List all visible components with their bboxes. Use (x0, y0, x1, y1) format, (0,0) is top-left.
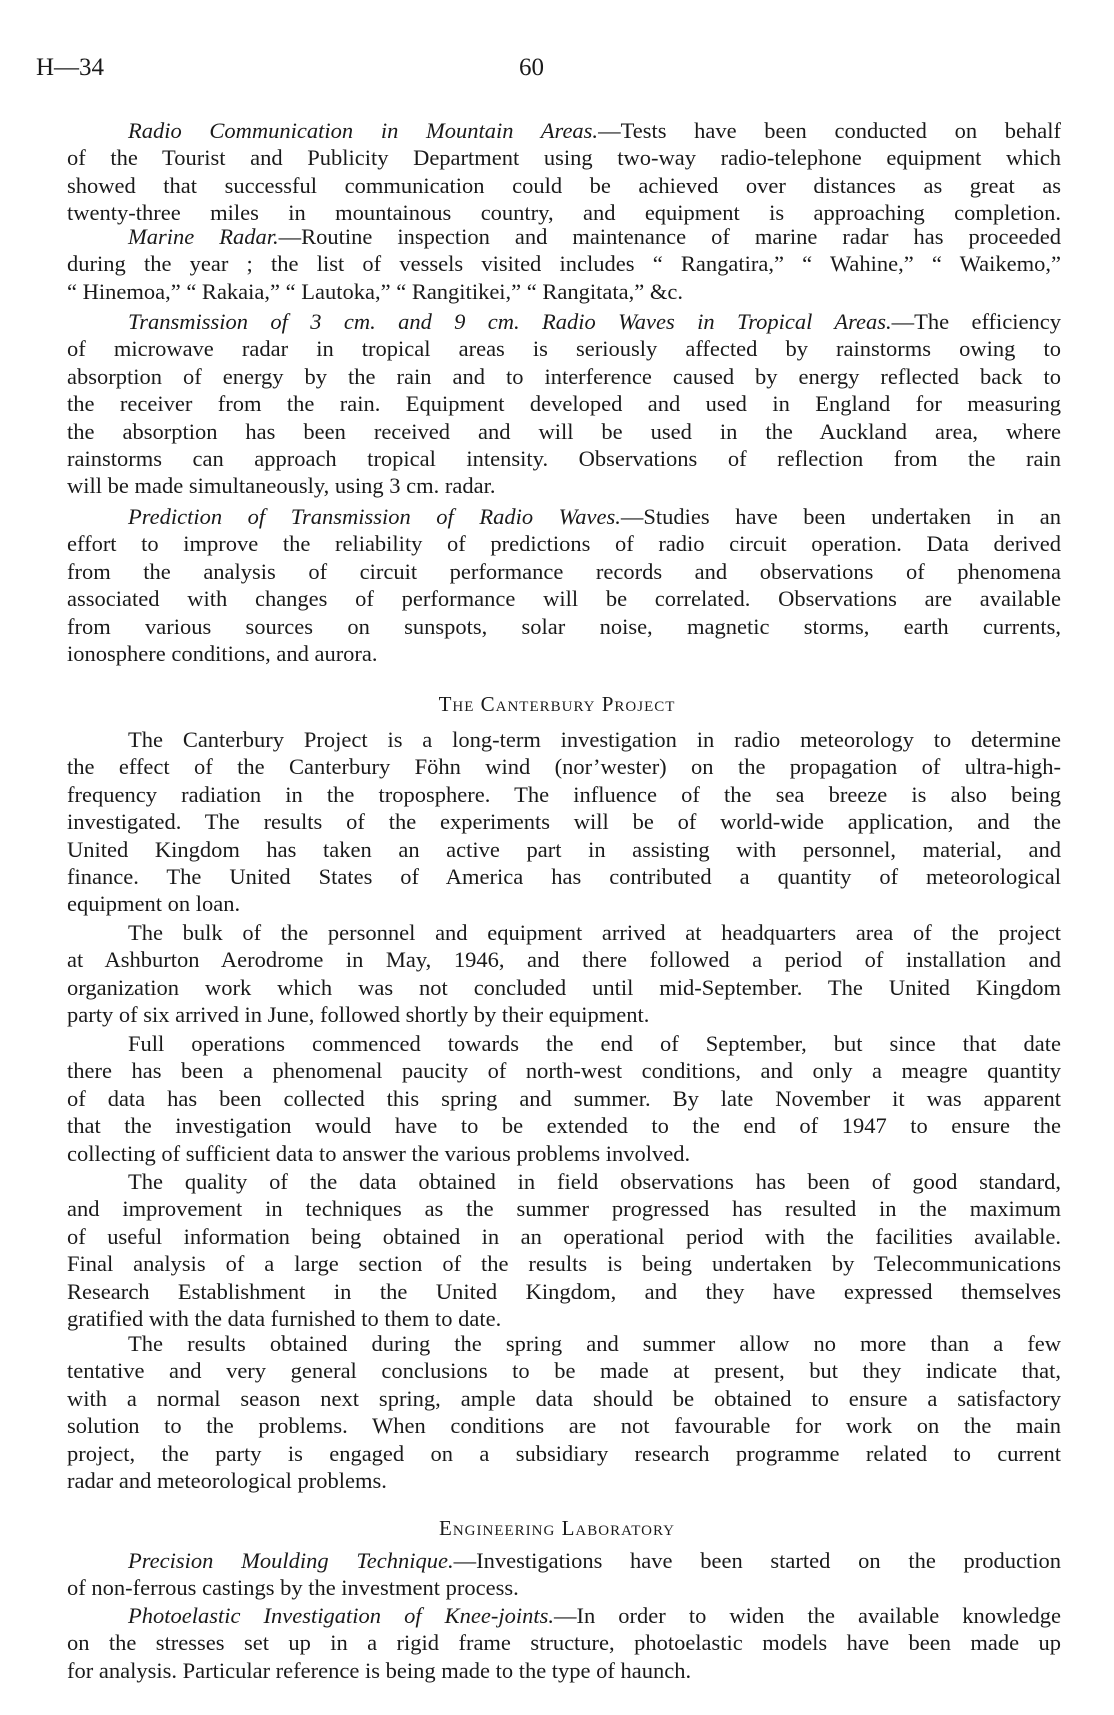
line-text: Full operations commenced towards the end of September, but since that date (128, 1031, 1061, 1056)
line-text: collecting of sufficient data to answer the various problems involved. (67, 1140, 691, 1166)
text-line (67, 1467, 1061, 1494)
paragraph-lead-title: Radio Communication in Mountain Areas. (128, 118, 599, 143)
paragraph (67, 1602, 1061, 1684)
line-text: that the investigation would have to be extended to the end of 1947 to ensure the (67, 1113, 1061, 1139)
line-text: —Tests have been conducted on behalf (598, 118, 1061, 143)
line-text: ionosphere conditions, and aurora. (67, 640, 378, 666)
text-line (67, 530, 1061, 557)
text-line (67, 613, 1061, 640)
text-line (67, 223, 1061, 250)
text-line (67, 250, 1061, 277)
paragraph (67, 1330, 1061, 1494)
paragraph (67, 117, 1061, 227)
text-line (67, 1030, 1061, 1057)
line-text: The quality of the data obtained in field observations has been of good standard, (128, 1169, 1061, 1194)
text-line (67, 558, 1061, 585)
line-text: and improvement in techniques as the summer progressed has resulted in the maximum (67, 1196, 1061, 1222)
line-text: from the analysis of circuit performance records and observations of phenomena (67, 558, 1061, 584)
line-text: of the Tourist and Publicity Department using two-way radio-telephone equipment which (67, 145, 1061, 171)
paragraph-lead-title: Photoelastic Investigation of Knee-joints. (128, 1603, 554, 1628)
text-line (67, 1112, 1061, 1139)
line-text: —In order to widen the available knowledge (554, 1603, 1061, 1628)
text-line (67, 418, 1061, 445)
line-text: tentative and very general conclusions to be made at present, but they indicate that, (67, 1358, 1061, 1384)
line-text: of useful information being obtained in an operational period with the facilities available. (67, 1223, 1061, 1249)
text-line (67, 363, 1061, 390)
section-heading-canterbury-project: The Canterbury Project (438, 692, 676, 716)
text-line (67, 919, 1061, 946)
line-text: frequency radiation in the troposphere. The influence of the sea breeze is also being (67, 781, 1061, 807)
line-text: the effect of the Canterbury Föhn wind (nor’wester) on the propagation of ultra-high- (67, 754, 1061, 780)
line-text: Final analysis of a large section of the results is being undertaken by Telecommunications (67, 1251, 1061, 1277)
text-line (67, 1385, 1061, 1412)
text-line (67, 1168, 1061, 1195)
line-text: effort to improve the reliability of predictions of radio circuit operation. Data derived (67, 531, 1061, 557)
line-text: twenty-three miles in mountainous country, and equipment is approaching completion. (67, 200, 1061, 226)
line-text: Research Establishment in the United Kingdom, and they have expressed themselves (67, 1278, 1061, 1304)
line-text: for analysis. Particular reference is being made to the type of haunch. (67, 1657, 692, 1683)
line-text: —Investigations have been started on the production (453, 1548, 1061, 1573)
line-text: the receiver from the rain. Equipment developed and used in England for measuring (67, 391, 1061, 417)
line-text: solution to the problems. When conditions are not favourable for work on the main (67, 1413, 1061, 1439)
text-line (67, 1629, 1061, 1656)
line-text: at Ashburton Aerodrome in May, 1946, and there followed a period of installation and (67, 947, 1061, 973)
text-line (67, 1057, 1061, 1084)
line-text: project, the party is engaged on a subsidiary research programme related to current (67, 1440, 1061, 1466)
paragraph (67, 1030, 1061, 1167)
text-line (67, 974, 1061, 1001)
line-text: “ Hinemoa,” “ Rakaia,” “ Lautoka,” “ Rangitikei,” “ Rangitata,” &c. (67, 278, 683, 304)
text-line (67, 1547, 1061, 1574)
text-line (67, 1085, 1061, 1112)
text-line (67, 863, 1061, 890)
text-line (67, 445, 1061, 472)
line-text: radar and meteorological problems. (67, 1467, 387, 1493)
text-line (67, 1357, 1061, 1384)
line-text: party of six arrived in June, followed shortly by their equipment. (67, 1002, 650, 1028)
text-line (67, 1602, 1061, 1629)
line-text: with a normal season next spring, ample data should be obtained to ensure a satisfactory (67, 1385, 1061, 1411)
text-line (67, 1440, 1061, 1467)
text-line (67, 278, 1061, 305)
paragraph (67, 1547, 1061, 1602)
line-text: —Routine inspection and maintenance of marine radar has proceeded (278, 224, 1061, 249)
text-line (67, 1223, 1061, 1250)
text-line (67, 808, 1061, 835)
text-line (67, 172, 1061, 199)
text-line (67, 726, 1061, 753)
text-line (67, 335, 1061, 362)
section-heading-engineering-laboratory: Engineering Laboratory (439, 1516, 675, 1540)
line-text: gratified with the data furnished to them to date. (67, 1305, 502, 1331)
text-line (67, 1195, 1061, 1222)
text-line (67, 1250, 1061, 1277)
line-text: on the stresses set up in a rigid frame structure, photoelastic models have been made up (67, 1630, 1061, 1656)
paragraph-lead-title: Marine Radar. (128, 224, 279, 249)
text-line (67, 1412, 1061, 1439)
line-text: associated with changes of performance will be correlated. Observations are available (67, 586, 1061, 612)
line-text: investigated. The results of the experiments will be of world-wide application, and the (67, 809, 1061, 835)
text-line (67, 503, 1061, 530)
page-number: 60 (519, 54, 544, 81)
line-text: there has been a phenomenal paucity of north-west conditions, and only a meagre quantity (67, 1058, 1061, 1084)
line-text: from various sources on sunspots, solar noise, magnetic storms, earth currents, (67, 613, 1061, 639)
line-text: The Canterbury Project is a long-term investigation in radio meteorology to determine (128, 727, 1061, 752)
line-text: of microwave radar in tropical areas is seriously affected by rainstorms owing to (67, 336, 1061, 362)
paragraph-lead-title: Precision Moulding Technique. (128, 1548, 454, 1573)
line-text: of non-ferrous castings by the investment process. (67, 1575, 519, 1601)
text-line (67, 1657, 1061, 1684)
line-text: —Studies have been undertaken in an (620, 504, 1061, 529)
text-line (67, 753, 1061, 780)
text-line (67, 1305, 1061, 1332)
paragraph (67, 503, 1061, 667)
text-line (67, 144, 1061, 171)
text-line (67, 836, 1061, 863)
paragraph (67, 1168, 1061, 1332)
line-text: showed that successful communication could be achieved over distances as great as (67, 172, 1061, 198)
line-text: United Kingdom has taken an active part in assisting with personnel, material, and (67, 836, 1061, 862)
text-line (67, 585, 1061, 612)
line-text: will be made simultaneously, using 3 cm. radar. (67, 473, 496, 499)
line-text: The results obtained during the spring and summer allow no more than a few (128, 1331, 1061, 1356)
line-text: absorption of energy by the rain and to interference caused by energy reflected back to (67, 363, 1061, 389)
line-text: equipment on loan. (67, 891, 241, 917)
text-line (67, 946, 1061, 973)
text-line (67, 308, 1061, 335)
line-text: The bulk of the personnel and equipment arrived at headquarters area of the project (128, 920, 1061, 945)
line-text: finance. The United States of America has contributed a quantity of meteorological (67, 863, 1061, 889)
text-line (67, 472, 1061, 499)
text-line (67, 640, 1061, 667)
document-reference: H—34 (36, 54, 105, 81)
text-line (67, 390, 1061, 417)
line-text: —The efficiency (891, 309, 1062, 334)
paragraph (67, 919, 1061, 1029)
text-line (67, 117, 1061, 144)
text-line (67, 890, 1061, 917)
paragraph-lead-title: Transmission of 3 cm. and 9 cm. Radio Waves in Tropical Areas. (128, 309, 892, 334)
paragraph (67, 308, 1061, 500)
paragraph-lead-title: Prediction of Transmission of Radio Waves. (128, 504, 621, 529)
text-line (67, 1574, 1061, 1601)
line-text: organization work which was not concluded until mid-September. The United Kingdom (67, 974, 1061, 1000)
text-line (67, 1278, 1061, 1305)
paragraph (67, 726, 1061, 918)
text-line (67, 1001, 1061, 1028)
text-line (67, 781, 1061, 808)
line-text: of data has been collected this spring and summer. By late November it was apparent (67, 1085, 1061, 1111)
paragraph (67, 223, 1061, 305)
line-text: during the year ; the list of vessels visited includes “ Rangatira,” “ Wahine,” “ Waikemo,” (67, 251, 1061, 277)
text-line (67, 1140, 1061, 1167)
line-text: the absorption has been received and will be used in the Auckland area, where (67, 418, 1061, 444)
line-text: rainstorms can approach tropical intensity. Observations of reflection from the rain (67, 445, 1061, 471)
text-line (67, 1330, 1061, 1357)
